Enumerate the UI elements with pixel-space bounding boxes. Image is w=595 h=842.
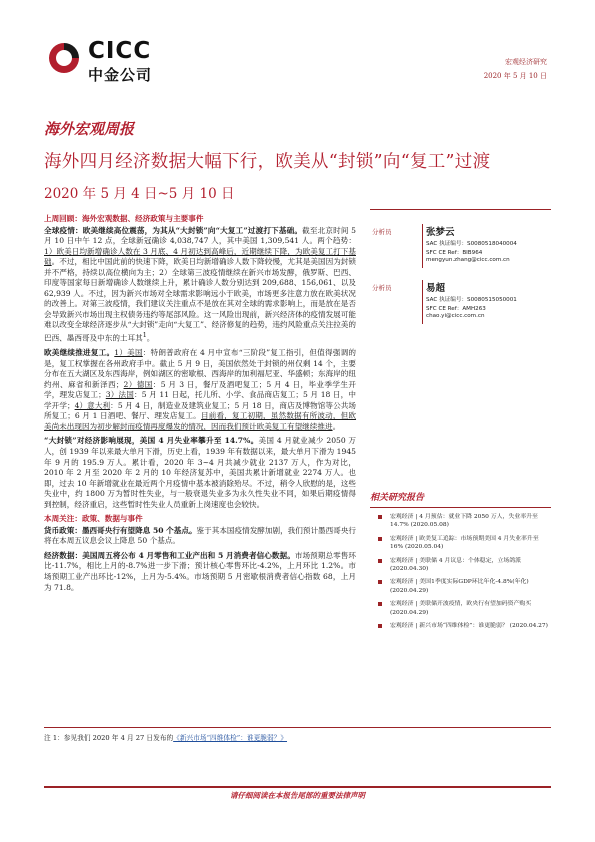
analyst-email[interactable]: mengyun.zhang@cicc.com.cn [426,257,510,263]
bullet-icon [378,537,382,541]
sac-label: SAC 执证编号： [426,297,468,303]
analyst-divider [422,280,423,324]
related-item-text[interactable]: 宏观经济 | 欧美复工追踪：市场预期美国 4 月失业率升至 16% (2020.05.04) [390,535,539,551]
para-text: ：5 月 4 日，制造业及建筑业复工；5 月 18 日，商店及博物馆等公共场所复工；6 月 1 日酒吧、餐厅、理发店复工。 [44,400,356,421]
para-lead: “大封锁”对经济影响展现，美国 4 月失业率攀升至 14.7%。 [44,436,259,446]
bullet-icon [378,515,382,519]
section-title-review: 上周回顾：海外宏观数据、经济政策与主要事件 [44,214,204,223]
related-item-text[interactable]: 宏观经济 | 美国1季度实际GDP环比年化-4.8%(年化) (2020.04.29) [390,579,529,594]
para-lead: 全球疫情：欧美继续高位震荡，为其从“大封锁”向“大复工”过渡打下基础。 [44,225,303,235]
related-research [370,490,551,630]
bullet-icon [378,624,382,628]
related-item-text[interactable]: 宏观经济 | 美联储开波疫情，欧央行有望加码资产购买 (2020.04.29) [390,601,532,616]
bullet-icon [378,602,382,606]
para-underline: 1）美国 [114,348,143,358]
para-underline: 1）欧美日均新增确诊人数在 3 月底、4 月初达到高峰后，近期继续下降，为欧美复工打下基础 [44,246,356,267]
analyst-sfc [426,304,486,312]
sfc-label: SFC CE Ref： [426,306,463,312]
para-underline: 3）法国 [105,390,134,400]
para-text: 美国 4 月就业减少 2050 万人，创 1939 年以来最大单月下滑，历史上看，1939 年有数据以来，最大单月下滑为 1945 年 9 月的 195.9 万人。累计看，2020 年 3~4 月共减少就业 2137 万人，作为对比，2010 年 2 月至 2020 年 2 月的 10 年经济复苏中，美国共累计新增就业 2274 万人。也即，过去 10 年新增就业在最近两个月疫情中基本被消除殆尽。不过，稍令人欣慰的是，这些失业中，约 1800 万为暂时性失业，与一般衰退失业多为永久性失业不同，如果后期疫情得到控制，经济重启，这些暂时性失业人员重新上岗速度也会较快。 [44,436,356,509]
analyst-name: 张梦云 [426,227,455,238]
body-column [44,214,356,597]
analyst-sfc [426,248,482,256]
related-item-text[interactable]: 宏观经济 | 新兴市场“四维体检”：谁更脆弱？ (2020.04.27) [390,623,548,630]
paragraph-unemployment [44,436,356,510]
footnote [44,732,504,742]
analyst-name: 易超 [426,283,446,294]
sfc-label: SFC CE Ref： [426,250,463,256]
footnote-ref[interactable]: 1 [142,332,147,340]
bullet-icon [378,559,382,563]
paragraph-reopening [44,348,356,432]
analyst-divider [422,224,423,268]
analyst-sac [426,295,517,303]
para-underline: 目前看，复工初期，虽然数据有所波动，但欧美尚未出现因为初步解封而疫情再度爆发的情况，因而我们预计欧美复工有望继续推进 [44,411,357,431]
para-lead: 货币政策：墨西哥央行有望降息 50 个基点。 [44,525,197,535]
para-underline: 2）德国 [123,379,153,389]
para-lead: 欧美继续推进复工。 [44,348,115,358]
section-title-focus: 本周关注：政策、数据与事件 [44,514,143,524]
para-lead: 经济数据：美国周五将公布 4 月零售和工业产出和 5 月消费者信心数据。 [44,550,295,560]
paragraph-global-epidemic: 全球疫情：欧美继续高位震荡，为其从“大封锁”向“大复工”过渡打下基础。截至北京时间 5 月 10 日中午 12 点，全球新冠确诊 4,038,747 人，其中美国 1,309,541 人。两个趋势：1）欧美日均新增确诊人数在 3 月底、4 月初达到高峰后，近期继续下降，为欧美复工打下基础。不过，相比中国此前的快速下降，欧美日均新增确诊人数下降较慢，尤其是美国因为封锁并不严格，持续以高位横向为主；2）全球第三波疫情继续在新兴市场发酵，俄罗斯、巴西、印度等国家每日新增确诊人数继续上升，累计确诊人数分别达到 209,688、156,061、以及 62,939 人。不过，因为新兴市场对全球需求影响远小于欧美，市场更多注意力放在欧美状况的改善上。对第三波疫情，我们建议关注重点不是放在其对全球的需求影响上，而是放在是否会导致新兴市场出现主权债务违约等尾部风险。这一风险出现前，新兴经济体的疫情发展可能难以改变全球经济逐步从“大封锁”走向“大复工”、经济修复的趋势，违约风险重点关注拉美的巴西、墨西哥及中东的土耳其$^1$。 [44,225,357,343]
related-item[interactable] [370,622,551,630]
related-item[interactable] [370,513,551,530]
report-date: 2020 年 5 月 10 日 [483,72,547,80]
related-item[interactable] [370,535,551,552]
date-range: 2020 年 5 月 4 日~5 月 10 日 [44,186,235,202]
sac-number: S0080515050001 [467,297,517,303]
report-series: 海外宏观周报 [44,120,135,138]
para-text: 。不过，相比中国此前的快速下降，欧美日均新增确诊人数下降较慢，尤其是美国因为封锁并不严格，持续以高位横向为主；2）全球第三波疫情继续在新兴市场发酵，俄罗斯、巴西、印度等国家每日新增确诊人数继续上升，累计确诊人数分别达到 209,688、156,061、以及 62,939 人。不过，因为新兴市场对全球需求影响远小于欧美，市场更多注意力放在欧美状况的改善上。对第三波疫情，我们建议关注重点不是放在其对全球的需求影响上，而是放在是否会导致新兴市场出现主权债务违约等尾部风险。这一风险出现前，新兴经济体的疫情发展可能难以改变全球经济逐步从“大封锁”走向“大复工”、经济修复的趋势，违约风险重点关注拉美的巴西、墨西哥及中东的土耳其 [44,257,357,343]
bullet-icon [378,580,382,584]
paragraph-monetary-policy [44,526,356,547]
para-underline: 4）意大利 [74,400,111,410]
related-item[interactable] [370,600,551,617]
footnote-text: 注 1：参见我们 2020 年 4 月 27 日发布的 [44,734,174,742]
analyst-sac [426,239,517,247]
analyst-label: 分析员 [372,228,392,236]
para-text: 截至北京时间 5 月 10 日中午 12 点，全球新冠确诊 4,038,747 人，其中美国 1,309,541 人。两个趋势： [44,225,357,246]
logo-text-en: CICC [88,38,152,64]
para-text: ：5 月 11 日起，托儿所、小学、食品商店复工；5 月 18 日，中学开学； [44,390,357,410]
sfc-number: BIB964 [462,250,483,256]
related-item[interactable] [370,557,551,574]
report-type: 宏观经济研究 [505,58,547,66]
footnote-divider [44,727,551,728]
paragraph-economic-data [44,551,356,593]
cicc-logo-mark [46,40,82,76]
related-item-text[interactable]: 宏观经济 | 美联储 4 月议息：个体稳定，立场鸽派 (2020.04.30) [390,557,522,573]
para-text: ：特朗普政府在 4 月中宣布“三阶段”复工指引，但值得强调的是，复工权掌握在各州政府手中。截止 5 月 9 日，美国依然处于封锁的州仅剩 14 个，主要分布在五大湖区及东西海岸，例如湖区的密歇根、西海岸的加利福尼亚、华盛顿；东海岸的纽约州、麻省和新泽西； [44,348,357,389]
sac-label: SAC 执证编号： [426,241,468,247]
para-text: 市场预期总零售环比-11.7%，相比上月的-8.7%进一步下滑；预计核心零售环比-4.2%，上月环比 1.2%。市场预期工业产出环比-12%，上月为-5.4%。市场预期 5 月密歇根消费者信心指数 68，上月为 71.8。 [44,550,357,592]
analyst-email[interactable]: chao.yi@cicc.com.cn [426,313,485,319]
logo-text-cn: 中金公司 [88,66,153,84]
sac-number: S0080518040004 [467,241,517,247]
legal-disclaimer: 请仔细阅读在本报告尾部的重要法律声明 [230,791,365,800]
para-text: ：5 月 3 日，餐厅及酒吧复工；5 月 4 日，毕业季学生开学，理发店复工； [44,379,356,400]
disclaimer-divider [44,786,551,788]
related-item[interactable] [370,578,551,595]
analyst-box [370,209,551,326]
footnote-link[interactable]: 《新兴市场“四维体检”：谁更脆弱？》 [173,734,288,742]
analyst-label: 分析员 [372,284,392,292]
related-title: 相关研究报告 [370,490,551,508]
para-text: 鉴于其本国疫情发酵加剧，我们预计墨西哥央行将在本周五议息会议上降息 50 个基点。 [44,525,357,546]
related-item-text[interactable]: 宏观经济 | 4 月预估：就业下降 2050 万人，失业率升至 14.7% (2020.05.08) [390,514,538,529]
page-title: 海外四月经济数据大幅下行，欧美从“封锁”向“复工”过渡 [44,152,491,172]
para-text: 。 [332,421,341,431]
sfc-number: AMH263 [462,306,486,312]
